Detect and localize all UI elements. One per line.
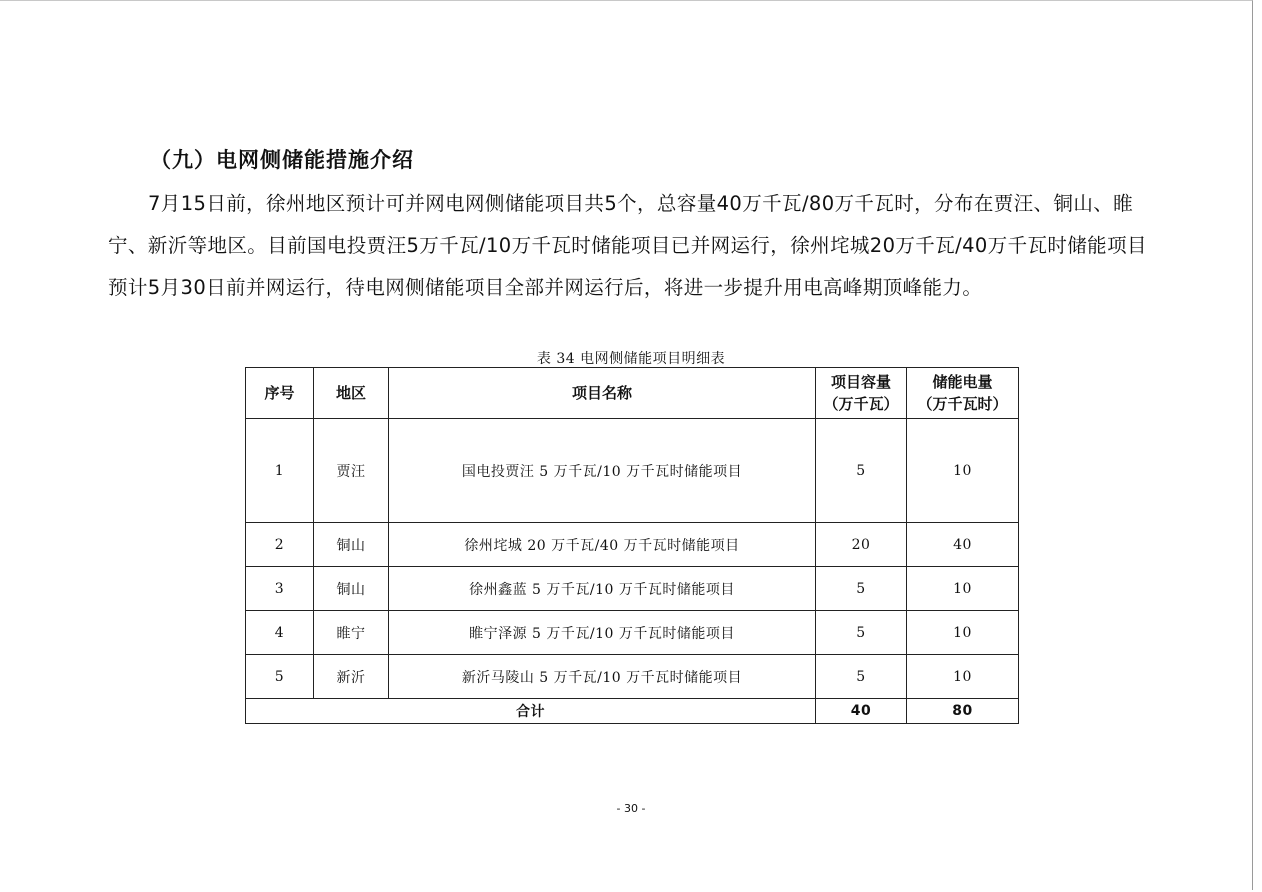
cell-region: 铜山 [314,567,389,611]
header-energy-line1: 储能电量 [932,373,993,391]
header-project-name: 项目名称 [389,368,816,419]
cell-region: 新沂 [314,655,389,699]
cell-energy: 10 [907,611,1019,655]
cell-region: 贾汪 [314,419,389,523]
cell-index: 3 [246,567,314,611]
cell-capacity: 5 [816,655,907,699]
cell-energy: 10 [907,419,1019,523]
header-energy-line2: （万千瓦时） [917,395,1008,413]
cell-energy: 10 [907,655,1019,699]
cell-project-name: 徐州鑫蓝 5 万千瓦/10 万千瓦时储能项目 [389,567,816,611]
cell-total-capacity: 40 [816,699,907,724]
cell-capacity: 5 [816,419,907,523]
header-index: 序号 [246,368,314,419]
cell-energy: 10 [907,567,1019,611]
cell-total-label: 合计 [246,699,816,724]
cell-index: 5 [246,655,314,699]
header-capacity-line1: 项目容量 [830,373,891,391]
storage-project-table [245,367,1019,724]
cell-total-energy: 80 [907,699,1019,724]
cell-capacity: 20 [816,523,907,567]
table-total-row [246,699,1019,724]
cell-energy: 40 [907,523,1019,567]
page-number: - 30 - [616,802,646,815]
section-heading: （九）电网侧储能措施介绍 [150,148,414,172]
cell-capacity: 5 [816,611,907,655]
table-header-row [246,368,1019,419]
header-capacity [816,368,907,419]
cell-project-name: 新沂马陵山 5 万千瓦/10 万千瓦时储能项目 [389,655,816,699]
body-paragraph: 7月15日前，徐州地区预计可并网电网侧储能项目共5个，总容量40万千瓦/80万千瓦时，分布在贾汪、铜山、睢宁、新沂等地区。目前国电投贾汪5万千瓦/10万千瓦时储能项目已并网运行，徐州垞城20万千瓦/40万千瓦时储能项目预计5月30日前并网运行，待电网侧储能项目全部并网运行后，将进一步提升用电高峰期顶峰能力。 [108,192,1147,299]
cell-region: 铜山 [314,523,389,567]
header-energy [907,368,1019,419]
cell-project-name: 国电投贾汪 5 万千瓦/10 万千瓦时储能项目 [389,419,816,523]
table-row [246,567,1019,611]
cell-project-name: 徐州垞城 20 万千瓦/40 万千瓦时储能项目 [389,523,816,567]
cell-region: 睢宁 [314,611,389,655]
cell-index: 1 [246,419,314,523]
header-region: 地区 [314,368,389,419]
table-caption: 表 34 电网侧储能项目明细表 [536,351,726,367]
table-row [246,523,1019,567]
cell-project-name: 睢宁泽源 5 万千瓦/10 万千瓦时储能项目 [389,611,816,655]
header-capacity-line2: （万千瓦） [823,395,899,413]
cell-index: 2 [246,523,314,567]
cell-index: 4 [246,611,314,655]
table-row [246,419,1019,523]
cell-capacity: 5 [816,567,907,611]
table-row [246,655,1019,699]
table-row [246,611,1019,655]
